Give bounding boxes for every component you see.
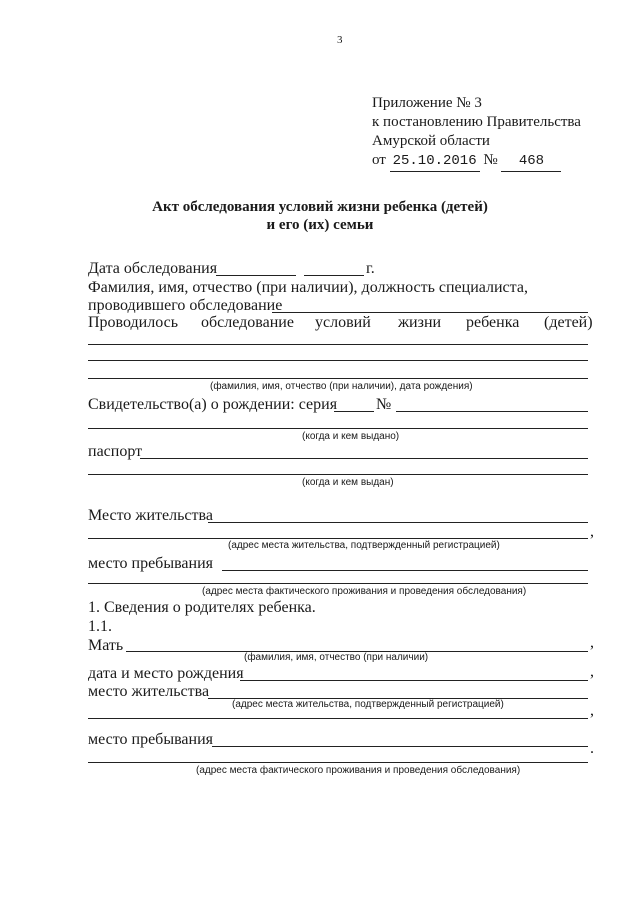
appendix-line3: Амурской области bbox=[372, 133, 490, 149]
conducted-word-4: жизни bbox=[398, 314, 442, 331]
stay-field[interactable] bbox=[222, 570, 588, 571]
stay-caption: (адрес места фактического проживания и проведения обследования) bbox=[202, 586, 527, 597]
stay-field-2[interactable] bbox=[88, 583, 588, 584]
section-1-heading: 1. Сведения о родителях ребенка. bbox=[88, 599, 316, 616]
passport-issued-caption: (когда и кем выдан) bbox=[302, 477, 394, 488]
specialist-label: Фамилия, имя, отчество (при наличии), должность специалиста, bbox=[88, 279, 528, 296]
mother-residence-label: место жительства bbox=[88, 683, 210, 700]
exam-date-label: Дата обследования bbox=[88, 260, 218, 277]
exam-year-field[interactable] bbox=[304, 275, 364, 276]
decree-date: 25.10.2016 bbox=[390, 152, 480, 172]
residence-caption: (адрес места жительства, подтвержденный регистрацией) bbox=[228, 540, 500, 551]
number-label: № bbox=[483, 152, 498, 168]
birth-place-comma: , bbox=[590, 663, 594, 680]
residence-comma: , bbox=[590, 523, 594, 540]
mother-stay-caption: (адрес места фактического проживания и проведения обследования) bbox=[196, 765, 521, 776]
act-title-line1: Акт обследования условий жизни ребенка (детей) bbox=[152, 199, 488, 215]
from-label: от bbox=[372, 152, 386, 168]
mother-stay-field-2[interactable] bbox=[88, 762, 588, 763]
birth-place-field[interactable] bbox=[240, 680, 588, 681]
conducted-word-1: Проводилось bbox=[88, 314, 179, 331]
page-number: 3 bbox=[337, 34, 343, 46]
child-info-caption: (фамилия, имя, отчество (при наличии), дата рождения) bbox=[210, 381, 473, 392]
appendix-date-line bbox=[372, 151, 561, 172]
conducted-word-6: (детей) bbox=[544, 314, 593, 331]
mother-residence-caption: (адрес места жительства, подтвержденный регистрацией) bbox=[232, 699, 504, 710]
birth-cert-num-sign: № bbox=[376, 396, 392, 413]
mother-residence-comma: , bbox=[590, 702, 594, 719]
conducted-word-2: обследование bbox=[201, 314, 294, 331]
mother-stay-label: место пребывания bbox=[88, 731, 213, 748]
birth-place-label: дата и место рождения bbox=[88, 665, 244, 682]
mother-comma: , bbox=[590, 634, 594, 651]
act-title-line2: и его (их) семьи bbox=[266, 217, 374, 233]
birth-cert-issued-field[interactable] bbox=[88, 428, 588, 429]
specialist-label-2: проводившего обследование bbox=[88, 297, 283, 314]
decree-number: 468 bbox=[501, 152, 561, 172]
exam-date-field[interactable] bbox=[216, 275, 296, 276]
mother-label: Мать bbox=[88, 637, 124, 654]
mother-stay-field[interactable] bbox=[212, 746, 588, 747]
residence-field[interactable] bbox=[208, 522, 588, 523]
child-info-line-2[interactable] bbox=[88, 360, 588, 361]
passport-field[interactable] bbox=[140, 458, 588, 459]
year-suffix: г. bbox=[366, 260, 375, 277]
conducted-word-5: ребенка bbox=[466, 314, 520, 331]
passport-issued-field[interactable] bbox=[88, 474, 588, 475]
birth-cert-series-field[interactable] bbox=[334, 411, 374, 412]
conducted-word-3: условий bbox=[315, 314, 371, 331]
appendix-line1: Приложение № 3 bbox=[372, 95, 482, 111]
birth-cert-label: Свидетельство(а) о рождении: серия bbox=[88, 396, 338, 413]
birth-cert-number-field[interactable] bbox=[396, 411, 588, 412]
mother-stay-period: . bbox=[590, 740, 594, 757]
section-1-1-heading: 1.1. bbox=[88, 618, 112, 635]
passport-label: паспорт bbox=[88, 443, 143, 460]
mother-residence-field-2[interactable] bbox=[88, 718, 588, 719]
residence-label: Место жительства bbox=[88, 507, 213, 524]
residence-field-2[interactable] bbox=[88, 538, 588, 539]
stay-label: место пребывания bbox=[88, 555, 213, 572]
child-info-line-1[interactable] bbox=[88, 344, 588, 345]
birth-cert-issued-caption: (когда и кем выдано) bbox=[302, 431, 400, 442]
child-info-line-3[interactable] bbox=[88, 378, 588, 379]
appendix-line2: к постановлению Правительства bbox=[372, 114, 581, 130]
specialist-field[interactable] bbox=[272, 312, 588, 313]
mother-caption: (фамилия, имя, отчество (при наличии) bbox=[244, 652, 429, 663]
